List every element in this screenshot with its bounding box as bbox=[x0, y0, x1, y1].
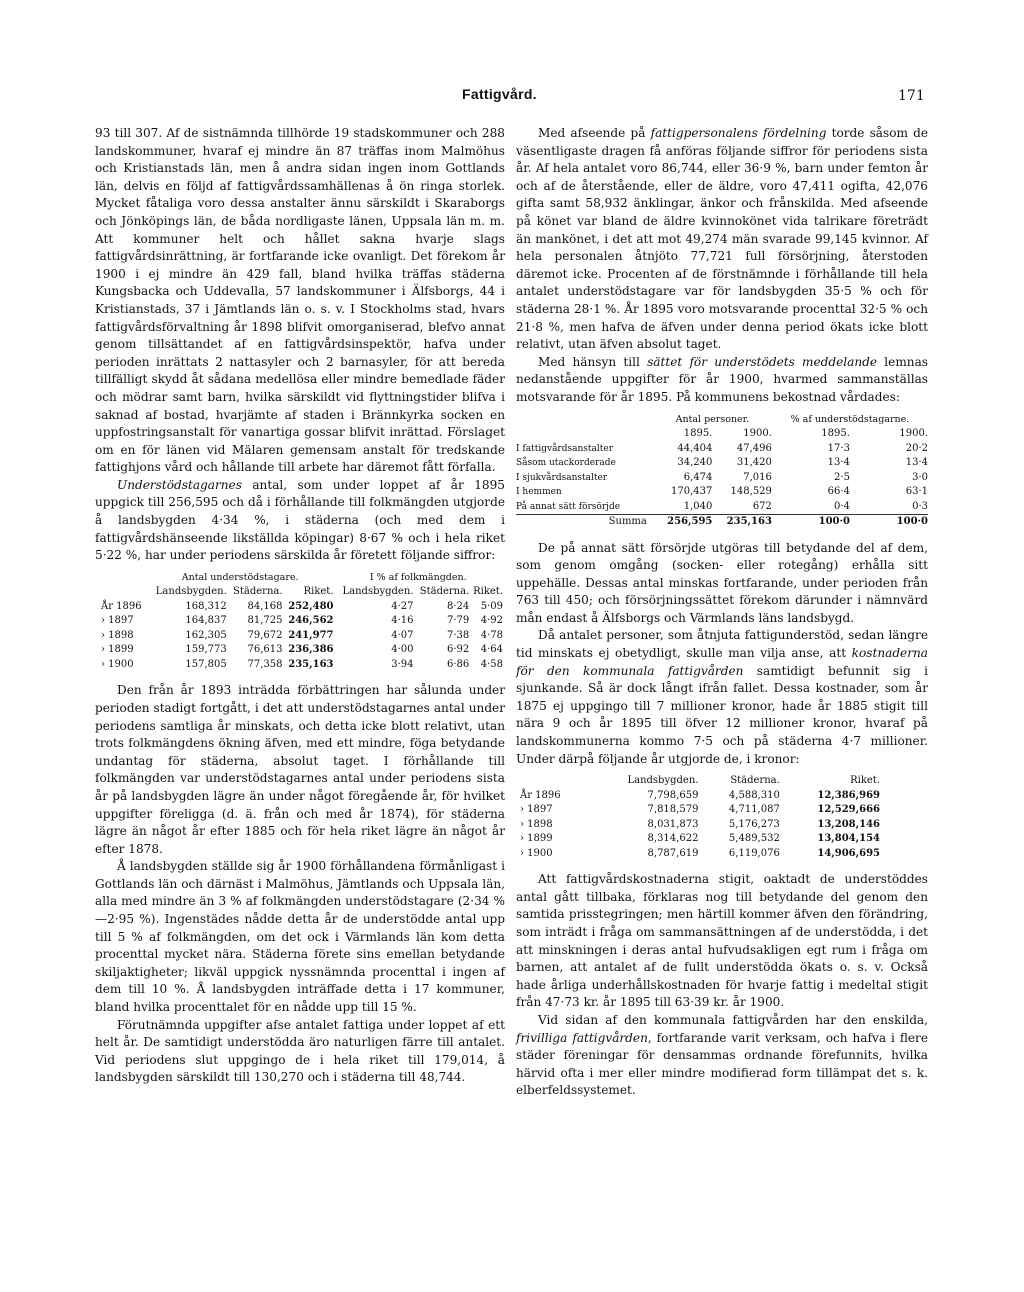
paragraph: Att fattigvårdskostnaderna stigit, oaktadt de understöddes antal gått tillbaka, förklaras nog till betydande del genom den samtida prisstegringen; men härtill kommer äfven den förändring, som inträdt i fråga om sammansättningen af de understödda, i det att minskningen i deras antal hufvudsakligen egt rum i fråga om barnen, att antalet af de fullt understödda ökats o. s. v. Också hade årliga underhållskostnaden för hvarje fattig i medeltal stigit från 47·73 kr. år 1895 till 63·39 kr. år 1900. bbox=[516, 872, 928, 1010]
table-cell: 0·3 bbox=[912, 500, 928, 512]
paragraph-text: samtidigt befunnit sig i sjunkande. Så är dock långt ifrån fallet. Dessa kostnader, som år 1875 ej uppgingo till 7 millioner kronor, hade år 1885 stigit till nära 9 och år 1895 till öfver 12 millioner kronor, hvaraf på landskommunerna kommo 7·5 och på städerna 4·7 millioner. Under därpå följande år utgjorde de, i kronor: bbox=[516, 663, 928, 766]
column-header: Landsbygden. bbox=[627, 775, 699, 787]
table-row bbox=[516, 500, 928, 515]
row-label: › 1898 bbox=[520, 818, 553, 830]
table-cell: 241,977 bbox=[288, 629, 334, 641]
column-header: Städerna. bbox=[730, 775, 780, 787]
table-cell: 13·4 bbox=[905, 457, 928, 468]
table-cell: 12,386,969 bbox=[817, 789, 880, 801]
table-row bbox=[101, 658, 503, 673]
row-label: › 1899 bbox=[101, 644, 134, 656]
table-cell: 4·78 bbox=[480, 629, 503, 641]
paragraph: Den från år 1893 inträdda förbättringen har sålunda under perioden stadigt fortgått, i det att understödstagarnes antal under periodens samtliga år minskats, och detta icke blott relativt, utan trots folkmängdens ökning äfven, med ett mindre, föga betydande undantag för städerna, absolut taget. I förhållande till folkmängden var understödstagarnes antal under periodens sista år på landsbygden lägre än under något föregående år, för hvilket uppgifter föreligga (d. ä. från och med år 1874), för städerna lägre än något år efter 1885 och för hela riket lägre än något år efter 1878. bbox=[95, 683, 505, 856]
row-label: I sjukvårdsanstalter bbox=[516, 472, 608, 483]
table-cell: 7,798,659 bbox=[647, 789, 699, 801]
recipients-table bbox=[95, 571, 505, 673]
paragraph-text: lemnas nedanstående uppgifter för år 1900, hvarmed sammanställas motsvarande för år 1895. På kommunens bekostnad vårdades: bbox=[516, 354, 928, 404]
table-row bbox=[101, 600, 503, 615]
table-row bbox=[516, 471, 928, 486]
paragraph-text: torde såsom de väsentligaste dragen få anföras följande siffror för periodens sista år. Af hela antalet voro 86,744, eller 36·9 %, barn under femton år och af de återstående, eller de äldre, voro 47,411 ogifta, 42,076 gifta samt 58,932 änklingar, änkor och frånskilda. Med afseende på könet var bland de äldre kvinnokönet vida talrikare företrädt än mankönet, i det att mot 49,274 män svarade 99,145 kvinnor. Af hela personalen åtnjöto 77,721 full försörjning, återstoden däremot icke. Procenten af de förstnämnde i förhållande till hela antalet understödstagare var för landsbygden 35·5 % och för städerna 28·1 %. År 1895 voro motsvarande procenttal 32·5 % och 21·8 %, men hafva de äfven under denna period ökats icke blott relativt, utan äfven absolut taget. bbox=[516, 126, 929, 352]
table-row bbox=[520, 789, 880, 804]
table-cell: 4·64 bbox=[480, 644, 503, 656]
paragraph bbox=[95, 477, 505, 565]
table-cell: 2·5 bbox=[834, 471, 850, 483]
paragraph-text: Vid sidan af den kommunala fattigvården har den enskilda, bbox=[538, 1012, 928, 1027]
table-cell: 0·4 bbox=[834, 500, 850, 512]
table-cell: 5·09 bbox=[480, 600, 503, 612]
table-cell: 157,805 bbox=[185, 658, 227, 670]
column-header: Riket. bbox=[473, 586, 503, 598]
table-row bbox=[520, 847, 880, 862]
table-cell: 4·16 bbox=[391, 615, 414, 627]
table-row bbox=[101, 629, 503, 644]
table-cell: 6·86 bbox=[446, 658, 470, 670]
column-header: 1900. bbox=[743, 428, 772, 439]
emphasis: kostnaderna för den kommunala fattigvården bbox=[516, 646, 928, 678]
paragraph-text: Med afseende på bbox=[538, 126, 651, 140]
table-cell: 63·1 bbox=[905, 486, 928, 497]
table-cell: 4,588,310 bbox=[728, 789, 780, 801]
paragraph bbox=[516, 125, 928, 354]
table-cell: 236,386 bbox=[288, 644, 334, 656]
table-cell: 77,358 bbox=[247, 658, 283, 670]
paragraph-text: Med hänsyn till bbox=[538, 354, 648, 369]
row-label: I hemmen bbox=[516, 487, 562, 497]
row-label: › 1899 bbox=[520, 833, 553, 845]
emphasis: fattigpersonalens fördelning bbox=[650, 126, 827, 140]
table-row bbox=[516, 456, 928, 471]
column-header: Riket. bbox=[850, 775, 880, 787]
table-cell: 79,672 bbox=[247, 629, 283, 641]
paragraph bbox=[516, 354, 928, 407]
table-cell: 235,163 bbox=[288, 658, 334, 670]
table-cell: 8,787,619 bbox=[647, 847, 699, 859]
column-header: Landsbygden. bbox=[155, 586, 227, 598]
column-header: 1895. bbox=[683, 428, 713, 439]
table-cell: 4,711,087 bbox=[728, 804, 780, 816]
table-cell: 7·38 bbox=[446, 629, 470, 641]
table-cell: 246,562 bbox=[288, 615, 334, 627]
table-cell: 4·92 bbox=[480, 615, 503, 627]
row-label: År 1896 bbox=[101, 600, 142, 612]
table-cell: 20·2 bbox=[905, 442, 928, 454]
table-cell: 76,613 bbox=[247, 644, 283, 656]
row-label: I fattigvårdsanstalter bbox=[516, 443, 614, 454]
table-cell: 6,474 bbox=[683, 471, 713, 483]
table-cell: 5,176,273 bbox=[728, 818, 780, 830]
column-header: Landsbygden. bbox=[342, 586, 414, 598]
table-cell: 4·27 bbox=[391, 600, 414, 612]
emphasis: sättet för understödets meddelande bbox=[647, 354, 878, 369]
table-cell: 1,040 bbox=[683, 500, 713, 512]
paragraph: De på annat sätt försörjde utgöras till betydande del af dem, som genom omgång (socken- eller rotegång) erhålla sitt uppehälle. Dessas antal minskas fortfarande, under perioden från 763 till 450; och försörjningssättet förekom därunder i nämnvärd mån endast å Älfsborgs och Värmlands läns landsbygd. bbox=[516, 540, 928, 625]
table-cell: 7,016 bbox=[743, 471, 772, 483]
table-cell: 252,480 bbox=[288, 600, 334, 612]
row-label: › 1897 bbox=[520, 804, 553, 816]
table-cell: 4·00 bbox=[391, 644, 414, 656]
table-cell: 44,404 bbox=[677, 442, 713, 454]
row-label: Såsom utackorderade bbox=[516, 458, 616, 468]
table-cell: 164,837 bbox=[185, 615, 227, 627]
row-label: › 1898 bbox=[101, 629, 134, 641]
column-header: 1895. bbox=[821, 428, 850, 439]
table-row bbox=[520, 803, 880, 818]
paragraph bbox=[516, 1012, 928, 1100]
care-method-table bbox=[516, 413, 928, 530]
left-column bbox=[95, 125, 505, 1087]
table-cell: 159,773 bbox=[185, 644, 227, 656]
table-cell: 12,529,666 bbox=[817, 804, 880, 816]
emphasis: Understödstagarnes bbox=[117, 477, 242, 492]
table-cell: 31,420 bbox=[736, 457, 772, 468]
table-cell: 66·4 bbox=[827, 486, 850, 497]
table-cell: 8,031,873 bbox=[647, 818, 699, 830]
column-header: Städerna. bbox=[419, 586, 470, 598]
table-cell: 6,119,076 bbox=[728, 847, 780, 859]
table-cell: 3·94 bbox=[391, 658, 414, 670]
table-cell: 5,489,532 bbox=[728, 833, 780, 845]
table-row bbox=[516, 442, 928, 457]
right-column bbox=[516, 125, 928, 1100]
table-cell: 148,529 bbox=[730, 486, 772, 497]
table-cell: 3·0 bbox=[912, 471, 928, 483]
table-cell: 34,240 bbox=[677, 457, 713, 468]
table-cell: 168,312 bbox=[185, 600, 227, 612]
row-label: › 1897 bbox=[101, 615, 134, 627]
table-cell: 7,818,579 bbox=[647, 804, 699, 816]
table-cell: 4·58 bbox=[480, 658, 503, 670]
running-header-title: Fattigvård. bbox=[462, 86, 537, 102]
table-cell: 100·0 bbox=[818, 516, 850, 527]
row-label: På annat sätt försörjde bbox=[516, 501, 621, 512]
paragraph-text: antal, som under loppet af år 1895 uppgick till 256,595 och då i förhållande till folkmängden utgjorde å landsbygden 4·34 %, i städerna (och med dem i fattigvårdshänseende likställda köpingar) 8·67 % och i hela riket 5·22 %, har under periodens särskilda år företett följande siffror: bbox=[95, 477, 505, 563]
table-cell: 170,437 bbox=[671, 486, 713, 497]
table-cell: 13·4 bbox=[827, 457, 850, 468]
emphasis: frivilliga fattigvården bbox=[516, 1030, 648, 1045]
table-row bbox=[101, 614, 503, 629]
table-cell: 235,163 bbox=[726, 516, 772, 527]
paragraph: 93 till 307. Af de sistnämnda tillhörde 19 stadskommuner och 288 landskommuner, hvaraf ej mindre än 87 träffas inom Malmöhus och Kristianstads län, men å andra sidan ingen inom Gottlands län, delvis en följd af fattigvårdssamhällenas å ön ringa storlek. Mycket fåtaliga voro dessa anstalter ännu särskildt i Skaraborgs och Jönköpings län, de båda nordligaste länen, Uppsala län m. m. Att kommuner helt och hållet sakna hvarje slags fattigvårdsinrättning, är fortfarande icke ovanligt. Det förekom år 1900 i ej mindre än 429 fall, bland hvilka träffas städerna Kungsbacka och Uddevalla, 57 landskommuner i Älfsborgs, 44 i Kristianstads, 37 i Jämtlands län o. s. v. I Stockholms stad, hvars fattigvårdsförvaltning år 1898 blifvit omorganiserad, blefvo annat genom tillsättandet af en fattigvårdsinspektör, hafva under perioden inrättats 2 nattasyler och 2 barnasyler, för att bereda tillfälligt skydd åt sådana medellösa eller mindre bemedlade fäder och mödrar samt barn, hvilka särskildt vid flyttningstider blifva i saknad af bostad, hvarjämte af staden i Brännkyrka socken en uppfostringsanstalt för vanartiga gossar blifvit inrättad. Förslaget om en för länen vid Mälaren gemensam anstalt för tredskande fattighjons vård och hållande till arbete har däremot fått förfalla. bbox=[95, 126, 505, 475]
paragraph: Förutnämnda uppgifter afse antalet fattiga under loppet af ett helt år. De samtidigt understödda äro naturligen färre till antalet. Vid periodens slut uppgingo de i hela riket till 179,014, å landsbygden särskildt till 130,270 och i städerna till 48,744. bbox=[95, 1017, 505, 1085]
column-header: Riket. bbox=[303, 586, 334, 598]
table-cell: 162,305 bbox=[185, 629, 227, 641]
table-group-header: Antal understödstagare. bbox=[181, 571, 299, 583]
table-cell: 13,208,146 bbox=[817, 818, 880, 830]
column-header: 1900. bbox=[899, 428, 928, 439]
table-cell: 4·07 bbox=[391, 629, 414, 641]
table-group-header: % af understödstagarne. bbox=[790, 413, 910, 425]
paragraph-text: , fortfarande varit verksam, och hafva i flere städer föreningar för densammas ordnande förefunnits, hvilka härvid ofta i mer eller mindre modifierad form tillämpat det s. k. elberfeldssystemet. bbox=[516, 1030, 928, 1098]
table-sum-row bbox=[516, 515, 928, 530]
paragraph-text: Då antalet personer, som åtnjuta fattigunderstöd, sedan längre tid minskats ej obetydligt, skulle man vilja anse, att bbox=[516, 628, 928, 661]
table-cell: 17·3 bbox=[827, 442, 850, 454]
table-cell: 81,725 bbox=[247, 615, 283, 627]
page-number: 171 bbox=[898, 88, 925, 104]
table-group-header: Antal personer. bbox=[675, 413, 750, 425]
row-label: År 1896 bbox=[520, 789, 561, 801]
row-label: › 1900 bbox=[520, 847, 553, 859]
table-cell: 100·0 bbox=[896, 516, 928, 527]
table-cell: 8,314,622 bbox=[647, 833, 699, 845]
column-header: Städerna. bbox=[233, 586, 283, 598]
table-cell: 672 bbox=[752, 500, 772, 512]
table-group-header: I % af folkmängden. bbox=[369, 571, 467, 583]
sum-label: Summa bbox=[608, 516, 647, 527]
table-cell: 14,906,695 bbox=[817, 847, 880, 859]
paragraph bbox=[516, 627, 928, 768]
table-row bbox=[520, 832, 880, 847]
table-cell: 8·24 bbox=[446, 600, 470, 612]
table-row bbox=[101, 643, 503, 658]
row-label: › 1900 bbox=[101, 658, 134, 670]
table-cell: 13,804,154 bbox=[817, 833, 880, 845]
paragraph: Å landsbygden ställde sig år 1900 förhållandena förmånligast i Gottlands län och därnäst i Malmöhus, Jämtlands och Uppsala län, alla med mindre än 3 % af folkmängden understödstagare (2·34 %—2·95 %). Ingenstädes nådde detta år de understödde antal upp till 5 % af folkmängden, om det ock i Värmlands län kom detta procenttal mycket nära. Städerna förete sins emellan betydande skiljaktigheter; likväl uppgick nyssnämnda procenttal i ingen af dem till 10 %. Å landsbygden inträffade detta i 17 kommuner, bland hvilka procenttalet för en nådde upp till 15 %. bbox=[95, 859, 505, 1015]
table-row bbox=[520, 818, 880, 833]
costs-table bbox=[516, 774, 928, 861]
table-cell: 6·92 bbox=[446, 644, 470, 656]
table-cell: 256,595 bbox=[667, 516, 713, 527]
table-cell: 7·79 bbox=[446, 615, 470, 627]
table-cell: 84,168 bbox=[247, 600, 283, 612]
table-row bbox=[516, 485, 928, 500]
table-cell: 47,496 bbox=[736, 442, 772, 454]
